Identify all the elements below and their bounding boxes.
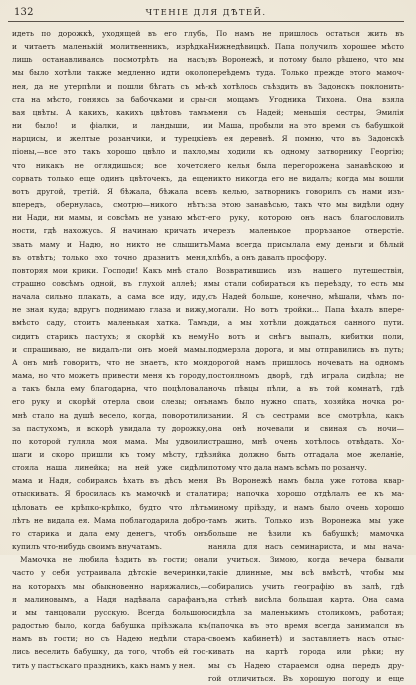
text-line: мы съ Надею стараемся одна передъ дру-: [208, 660, 404, 670]
text-line: часто у себя устраивала дѣтскіе вечеринки,: [12, 568, 208, 578]
text-line: зании. Я съ сестрами все смотрѣла, какъ: [208, 410, 404, 420]
text-line: сидѣла за маленькимъ столикомъ, работая;: [208, 607, 404, 617]
text-line: Въ Воронежѣ намъ была уже готова квар-: [216, 476, 404, 486]
text-line: и читаетъ маленькій молитвенникъ, изрѣдка: [12, 42, 208, 52]
text-line: и спрашиваю, не видалъ-ли онъ моей мамы.: [12, 344, 208, 354]
text-line: Но вотъ и снѣгъ выпалъ, кибитки поли,: [208, 331, 404, 341]
text-line: переѣдемъ туда. Только прежде этого мамоч-: [208, 68, 404, 78]
text-line: мнѣ стало на душѣ весело, когда, поворотили: [12, 410, 208, 420]
text-line: мама, но что можетъ привести меня къ городу,: [12, 371, 208, 381]
text-line: Мама всегда присылала ему деньги и бѣлый: [208, 239, 404, 249]
page-header: [8, 7, 404, 22]
text-line: По намъ не пришлось остаться жить въ: [216, 29, 404, 38]
text-line: ди, а мы хотѣли дождаться санного пути.: [208, 318, 404, 328]
text-line: по которой гуляла моя мама. Мы удвоили: [12, 436, 208, 446]
running-title: ЧТЕНІЕ ДЛЯ ДѢТЕЙ.: [145, 8, 267, 18]
text-line: лѣтъ не видала ея. Мама поблагодарила добро-: [12, 515, 208, 525]
text-line: шаги и скоро пришли къ тому мѣсту, гдѣ: [12, 450, 208, 459]
text-line: стояла наша линейка; на ней уже сидѣли: [12, 463, 208, 473]
text-line: больше не ѣзили къ бабушкѣ; мамочка: [208, 528, 404, 538]
text-line: страшно, мнѣ очень хотѣлось отвѣдать. Хо-: [208, 436, 404, 446]
left-column: [8, 27, 208, 670]
text-line: идеть по дорожкѣ, уходящей въ его глубь,: [12, 29, 208, 38]
text-line: его келья была перегорожена занавѣскою и: [208, 160, 404, 170]
text-line: впередъ, обернулась, смотрю—никого нѣтъ:: [12, 200, 208, 210]
text-line: на стѣнѣ висѣла большая карта. Она сама: [208, 594, 404, 604]
text-line: го старика и дала ему денегъ, чтобъ онъ: [12, 528, 208, 538]
text-line: его руку и скорѣй отерла свои слезы; онъ: [12, 397, 208, 407]
text-columns: [8, 27, 404, 683]
text-line: лись веселить бабушку, да того, чтобъ ей гос-: [12, 647, 208, 657]
text-line: намъ было нужно спать, хозяйка ночка ро-: [208, 397, 404, 407]
text-line: въ Воронежѣ, и потому было рѣшено, что мы: [208, 55, 404, 65]
text-line: ни Нади, ни мамы, и совсѣмъ не узнаю мѣст-: [12, 213, 208, 223]
text-line: я малиновымъ, а Надя надѣвала сарафанъ,: [12, 594, 208, 604]
text-line: наняла для насъ семинариста, и мы нача-: [208, 542, 404, 552]
text-line: постоялномъ дворѣ, гдѣ играла сидѣла; не: [208, 371, 404, 381]
text-line: потому что дала намъ всѣмъ по розанчу.: [208, 463, 367, 473]
text-line: въ ея деревнѣ. Я помню, что въ Задонскѣ: [208, 134, 404, 144]
text-line: нарцисы, и желтые розанчики, и турецкіе: [12, 134, 208, 144]
text-line: сорвать только еще одинъ цвѣточекъ, да еще: [12, 173, 208, 183]
text-line: ни было! и фіалки, и ландыши, и: [12, 121, 208, 131]
text-line: мы было хотѣли также медленно идти около: [12, 68, 208, 78]
text-line: никто никогда его не видалъ; когда мы вошли: [208, 173, 404, 183]
text-line: за этою занавѣсью, такъ что мы видѣли одну: [208, 200, 404, 210]
text-line: нея, да не утерпѣли и пошли бѣгать съ мѣ-: [12, 81, 208, 91]
text-line: миному пріѣзду, и намъ было очень хорошо: [208, 502, 404, 512]
text-line: купилъ что-нибудь своимъ внучатамъ.: [12, 542, 162, 552]
text-line: за пастухомъ, я вскорѣ увидала ту дорожку,: [12, 423, 208, 433]
text-line: черезъ маленькое проръзаное отверстіе.: [208, 226, 404, 236]
text-line: повторяя мои крики. Господи! Какъ мнѣ стало: [12, 265, 208, 275]
text-line: а такъ была ему благодарна, что поцѣловала: [12, 384, 208, 394]
text-line: А онъ мнѣ говоритъ, что не знаетъ, кто моя: [12, 357, 208, 367]
text-line: звать маму и Надю, но никто не слышитъ: [12, 239, 208, 249]
text-line: что никакъ не оглядишься; все хочется: [12, 160, 208, 170]
text-line: зяйка должно быть отгадала мое желаніе,: [208, 450, 404, 459]
text-line: мы стали собираться къ переѣзду, то есть мы: [208, 278, 404, 288]
text-line: его руку, которою онъ насъ благословилъ: [208, 213, 404, 223]
text-line: собирались учить географію въ залѣ, гдѣ: [208, 581, 404, 591]
text-line: ся мощамъ Угодника Тихона. Она взяла: [208, 94, 404, 104]
text-line: намъ въ гости; но съ Надею недѣли стара-: [12, 634, 208, 644]
text-line: тира; напочка хорошо отдѣлалъ ее къ ма-: [208, 489, 404, 499]
text-line: ности, гдѣ нахожусь. Я начинаю кричать и: [12, 226, 208, 236]
text-line: вотъ другой, третій. Я бѣжала, бѣжала все: [12, 186, 208, 196]
text-line: гой отличиться. Въ хорошую погоду и еще: [208, 673, 404, 683]
text-line: на которыхъ мы обыкновенно наряжались,—: [12, 581, 208, 591]
text-line: радостью было, когда бабушка пріѣзжала къ: [12, 621, 208, 631]
text-line: и Маша, пробыли на это время съ бабушкой: [208, 121, 404, 131]
text-line: кивать на картѣ города или рѣки; ну: [208, 647, 404, 657]
text-line: хлѣбъ, а онъ давалъ просфору.: [208, 252, 327, 262]
text-line: тить у пастъскаго праздникъ, какъ намъ у нея.: [12, 660, 196, 670]
right-column: [208, 27, 404, 683]
text-line: тамъ жить. Только изъ Воронежа мы уже: [208, 515, 404, 525]
text-line: мы ходили къ одному затворнику Георгію;: [208, 147, 404, 157]
text-line: въ келью, затворникъ говорилъ съ нами изъ-: [208, 186, 404, 196]
text-line: съ Надей больше, конечно, мѣшали, чѣмъ по-: [208, 292, 404, 302]
text-line: Мамочка не любила ѣздить въ гости; она: [20, 555, 208, 565]
text-line: кѣ хотѣлось съѣздить въ Задонскъ поклонить-: [208, 81, 404, 91]
text-line: начала сильно плакать, а сама все иду, иду,: [12, 292, 208, 302]
text-line: ночь пѣвцы пѣли, а въ той комнатѣ, гдѣ: [208, 384, 404, 394]
text-line: подмерзла дорога, и мы отправились въ путь;: [208, 344, 404, 354]
text-line: отыскивать. Я бросилась къ мамочкѣ и стала: [12, 489, 208, 499]
text-line: (папочка въ это время всегда занимался въ: [208, 621, 404, 631]
text-line: она онѣ ночевали и свиная съ ночи—: [208, 423, 404, 433]
page-number: 132: [14, 7, 34, 18]
text-line: Возвратившись изъ нашего путешествія,: [216, 265, 404, 275]
text-line: ли учиться. Зимою, когда вечера бывали: [208, 555, 404, 565]
text-line: мама и Надя, собираясь ѣхать въ дѣсъ меня: [12, 476, 208, 486]
text-line: піоны,—все это такъ хорошо цвѣло и пахло,: [12, 147, 208, 157]
text-line: Нижнедѣвицкѣ. Папа получилъ хорошее мѣсто: [208, 42, 404, 52]
text-line: такіе длинные, мы всѣ вмѣстѣ, чтобы мы: [208, 568, 404, 578]
text-line: своемъ кабинетѣ) и заставляетъ насъ отыс-: [208, 634, 404, 644]
text-line: ста на мѣсто, гоняясь за бабочками и сры-: [12, 94, 208, 104]
text-line: дорогой намъ пришлось ночевать на одномъ: [208, 357, 404, 367]
text-line: меня съ Надей; меньшія сестры, Эмилія: [208, 107, 404, 117]
text-line: страшно совсѣмъ одной, въ глухой аллеѣ; я: [12, 278, 208, 288]
text-line: вая цвѣты. А какихъ, какихъ цвѣтовъ тамъ: [12, 107, 208, 117]
text-line: цѣловать ее крѣпко-крѣпко, будто что лѣтъ: [12, 502, 208, 512]
text-line: вмѣсто саду, стоитъ маленькая хатка. Тамъ: [12, 318, 208, 328]
text-line: въ отвѣтъ; только эхо точно дразнитъ меня,: [12, 252, 208, 262]
text-line: не зная куда; вдругъ поднимаю глаза и вижу,: [12, 305, 208, 315]
text-line: лишь останавливаясь посмотрѣть на насъ;: [12, 55, 208, 65]
text-line: и мы танцовали русскую. Всегда большою: [12, 607, 208, 617]
text-line: могали. Но вотъ тройки... Папа ѣхалъ впере-: [208, 305, 404, 315]
text-line: сидитъ старикъ пастухъ; я скорѣй къ нему: [12, 331, 208, 341]
